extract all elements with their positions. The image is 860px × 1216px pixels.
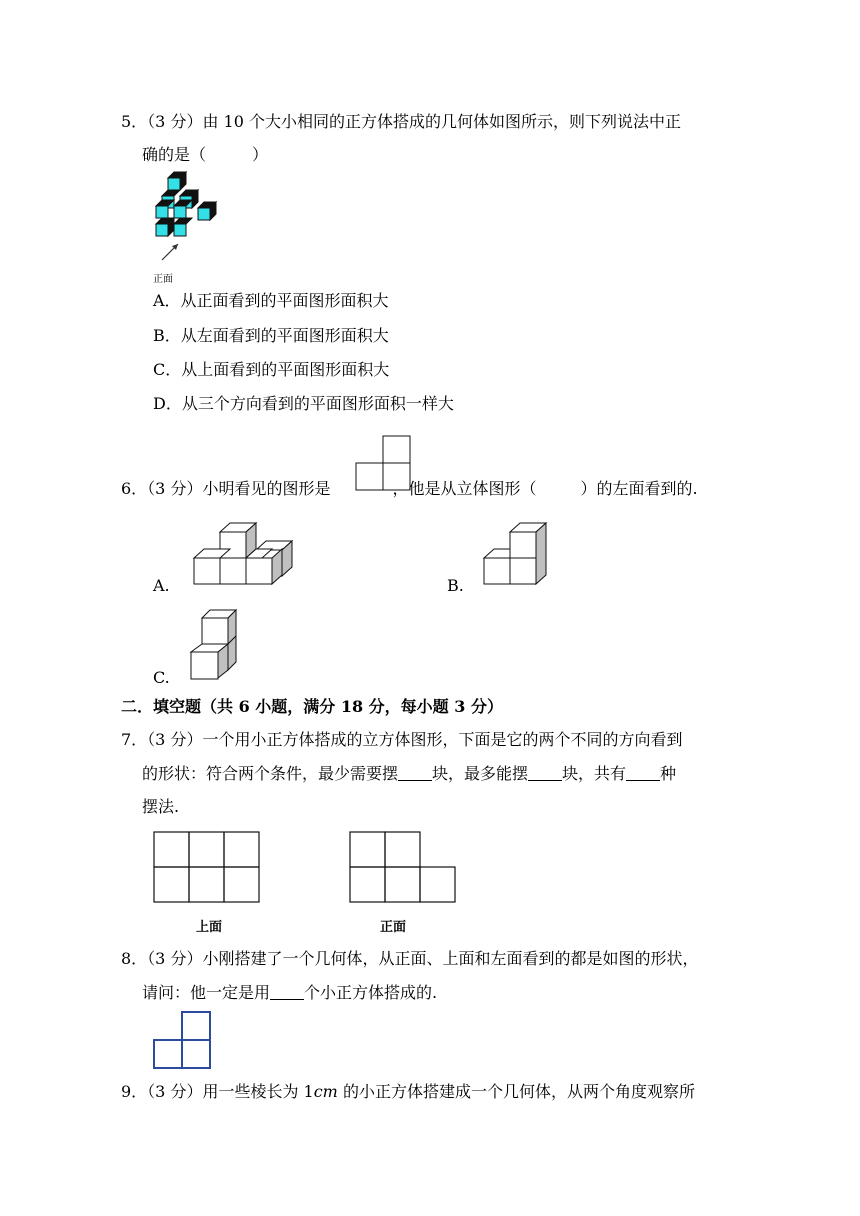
q5-option-b: B．从左面看到的平面图形面积大 [153, 326, 389, 345]
q5-stem-line1: 5．（3 分）由 10 个大小相同的正方体搭成的几何体如图所示，则下列说法中正 [121, 112, 681, 131]
q6-option-c-label: C. [153, 668, 170, 687]
q6-option-b-figure [482, 522, 548, 586]
q9-stem-text-a: 9．（3 分）用一些棱长为 1 [121, 1082, 314, 1101]
q5-stem-text: 确的是（ [142, 145, 207, 164]
q7-stem-text-d: 种 [660, 764, 677, 783]
q9-stem-line1 [121, 1082, 695, 1102]
q7-blank-min[interactable] [398, 764, 432, 781]
q5-option-d: D．从三个方向看到的平面图形面积一样大 [153, 394, 454, 413]
q7-stem-text-b: 块，最多能摆 [432, 764, 529, 783]
q7-top-caption: 上面 [196, 920, 223, 935]
q8-stem-text-a: 请问：他一定是用 [142, 983, 271, 1002]
q6-option-a-figure [192, 522, 292, 586]
q7-stem-line1: 7．（3 分）一个用小正方体搭成的立方体图形，下面是它的两个不同的方向看到 [121, 730, 683, 749]
q6-left-view-figure [355, 436, 411, 492]
q7-top-view-figure [153, 831, 261, 903]
q8-view-figure [152, 1011, 212, 1069]
q8-stem-line1: 8．（3 分）小刚搭建了一个几何体，从正面、上面和左面看到的都是如图的形状， [121, 949, 699, 968]
q9-unit: cm [313, 1082, 338, 1101]
q8-stem-text-b: 个小正方体搭成的. [304, 983, 438, 1002]
q8-stem-line2 [142, 983, 437, 1003]
q5-paren-close: ） [252, 145, 269, 164]
q8-blank-count[interactable] [270, 983, 304, 1000]
q7-stem-line3: 摆法. [142, 797, 180, 816]
q7-stem-text-c: 块，共有 [562, 764, 627, 783]
q5-front-label: 正面 [153, 274, 173, 285]
q7-blank-ways[interactable] [626, 764, 660, 781]
q7-stem-text-a: 的形状：符合两个条件，最少需要摆 [142, 764, 399, 783]
q5-stem-line2 [142, 145, 268, 165]
q7-stem-line2 [142, 764, 676, 784]
q9-stem-text-b: 的小正方体搭建成一个几何体，从两个角度观察所 [337, 1082, 695, 1101]
q6-option-c-figure [190, 606, 240, 682]
q5-option-c: C．从上面看到的平面图形面积大 [153, 360, 390, 379]
q5-cube-stack-figure [150, 172, 230, 272]
q6-stem-text-c: ）的左面看到的. [580, 479, 698, 498]
q7-blank-max[interactable] [528, 764, 562, 781]
section2-heading: 二．填空题（共 6 小题，满分 18 分，每小题 3 分） [121, 697, 503, 716]
q5-option-a: A．从正面看到的平面图形面积大 [153, 291, 389, 310]
q6-stem-text-a: 6．（3 分）小明看见的图形是 [121, 479, 331, 498]
q7-front-caption: 正面 [380, 920, 407, 935]
q7-front-view-figure [349, 831, 457, 903]
q6-option-b-label: B. [447, 576, 464, 595]
q6-option-a-label: A. [153, 576, 170, 595]
q6-stem-text-b: ，他是从立体图形（ [392, 479, 537, 498]
